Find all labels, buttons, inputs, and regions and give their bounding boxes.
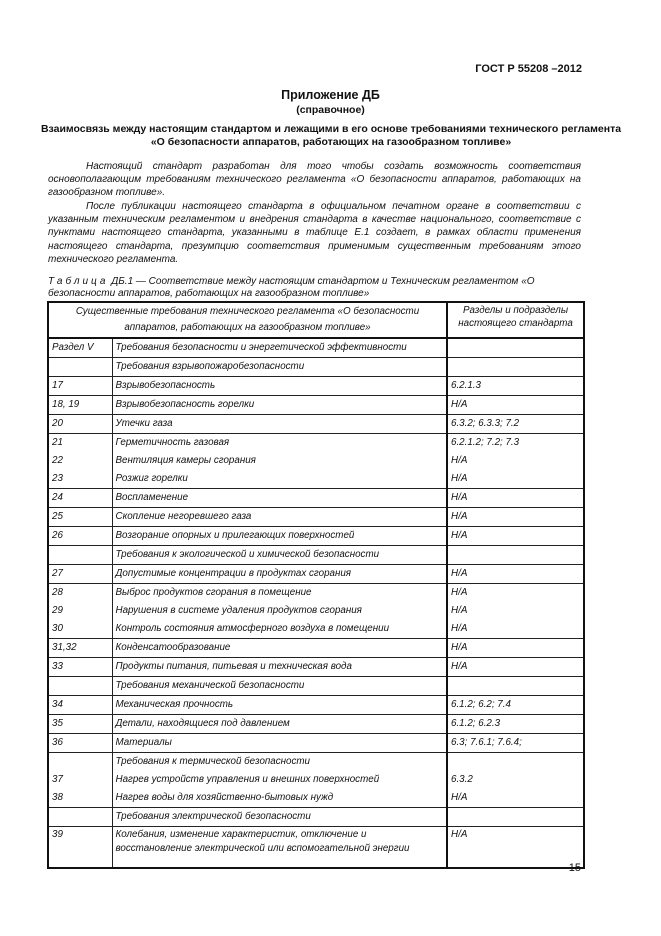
table-row [48,546,584,565]
row-standard-section [447,677,584,696]
appendix-title: Приложение ДБ [281,88,380,102]
table-row [48,584,584,603]
row-standard-section: 6.3.2 [451,774,473,785]
row-number: 37 [48,771,112,789]
row-number: 36 [48,734,112,753]
row-number: 28 [48,584,112,603]
row-requirement: Возгорание опорных и прилегающих поверхностей [112,527,447,546]
paragraph-1 [48,160,581,200]
row-requirement: Розжиг горелки [112,470,447,489]
row-number: 34 [48,696,112,715]
row-standard-section: Н/А [447,527,584,546]
row-requirement: Требования взрывопожаробезопасности [112,358,447,377]
row-number: 31,32 [48,639,112,658]
row-number: 33 [48,658,112,677]
row-standard-section: 6.2.1.3 [447,377,584,396]
row-number [48,753,112,772]
row-requirement: Нагрев устройств управления и внешних поверхностей [112,771,447,789]
table-row [48,696,584,715]
row-number: 17 [48,377,112,396]
row-requirement: Утечки газа [112,415,447,434]
appendix-heading: Взаимосвязь между настоящим стандартом и лежащими в его основе требованиями технического регламента «О безопасности аппаратов, работающих на газообразном топливе» [40,123,622,148]
row-requirement: Детали, находящиеся под давлением [112,715,447,734]
table-row [48,808,584,827]
table-header-row [48,302,584,338]
row-standard-section: Н/А [447,489,584,508]
table-row [48,565,584,584]
paragraph-2-text: После публикации настоящего стандарта в официальном печатном органе в соответствии с указанным техническим регламентом и внедрения стандарта в качестве национального, соответствие с пунктами настоящего стандарта, указанными в таблице Е.1 создает, в рамках области применения настоящего стандарта, презумпцию соответствия применимым существенным требованиям этого технического регламента. [48,201,581,265]
page-number: 15 [568,862,581,874]
row-number: 27 [48,565,112,584]
row-requirement: Материалы [112,734,447,753]
row-requirement: Требования к экологической и химической безопасности [112,546,447,565]
row-number [48,546,112,565]
row-standard-section: Н/А [447,658,584,677]
row-number: 29 [48,602,112,620]
row-standard-section [447,338,584,358]
row-requirement: Взрывобезопасность горелки [112,396,447,415]
row-number: 38 [48,789,112,808]
table-row [48,527,584,546]
row-standard-section: 6.3.2; 6.3.3; 7.2 [447,415,584,434]
row-standard-section: Н/А [447,508,584,527]
row-requirement: Продукты питания, питьевая и техническая вода [112,658,447,677]
row-requirement: Воспламенение [112,489,447,508]
table-row [48,658,584,677]
row-standard-section: Н/А [447,639,584,658]
row-number: Раздел V [48,338,112,358]
table-row [48,338,584,358]
row-number: 39 [48,827,112,869]
row-standard-section: 6.1.2; 6.2.3 [447,715,584,734]
row-requirement: Требования безопасности и энергетической эффективности [112,338,447,358]
row-requirement: Требования механической безопасности [112,677,447,696]
row-requirement: Взрывобезопасность [112,377,447,396]
table-row [48,715,584,734]
header-standard-sections: Разделы и подразделы настоящего стандарта [447,302,584,338]
table-row [48,377,584,396]
row-number [48,358,112,377]
row-requirement: Допустимые концентрации в продуктах сгорания [112,565,447,584]
row-requirement: Нарушения в системе удаления продуктов сгорания [112,602,447,620]
table-row [48,734,584,753]
row-requirement: Герметичность газовая [112,434,447,453]
table-row [48,771,584,789]
table-row [48,789,584,808]
table-row [48,677,584,696]
table-row [48,639,584,658]
correspondence-table [47,301,585,869]
row-standard-section: 6.2.1.2; 7.2; 7.3 [447,434,584,453]
row-standard-section: Н/А [451,455,468,466]
row-number: 35 [48,715,112,734]
row-standard-section [447,808,584,827]
row-requirement: Скопление негоревшего газа [112,508,447,527]
row-standard-section: Н/А [451,623,468,634]
table-caption-text: ДБ.1 — Соответствие между настоящим стандартом и Техническим регламентом «О безопасности аппаратов, работающих на газообразном топливе» [48,276,535,299]
row-standard-section: Н/А [451,473,468,484]
row-standard-section: Н/А [447,565,584,584]
table-row [48,396,584,415]
row-number: 20 [48,415,112,434]
table-caption-label: Таблица [48,276,109,287]
row-number: 21 [48,434,112,453]
row-standard-section [447,753,584,772]
table-row [48,434,584,453]
row-standard-section: 6.3; 7.6.1; 7.6.4; [447,734,584,753]
row-standard-section: 6.1.2; 6.2; 7.4 [447,696,584,715]
table-row [48,508,584,527]
paragraph-2 [48,200,581,266]
row-standard-section [447,358,584,377]
row-standard-section [447,546,584,565]
table-row [48,452,584,470]
table-caption [48,276,584,300]
table-row [48,620,584,639]
row-requirement: Требования к термической безопасности [112,753,447,772]
row-requirement: Конденсатообразование [112,639,447,658]
row-requirement: Механическая прочность [112,696,447,715]
row-requirement: Нагрев воды для хозяйственно-бытовых нужд [112,789,447,808]
row-number [48,808,112,827]
appendix-subtitle: (справочное) [296,104,365,116]
paragraph-1-text: Настоящий стандарт разработан для того чтобы создать возможность соответствия основополагающим требованиям технического регламента «О безопасности аппаратов, работающих на газообразном топливе». [48,161,581,199]
row-requirement: Требования электрической безопасности [112,808,447,827]
row-number: 26 [48,527,112,546]
table-row [48,602,584,620]
table-row [48,415,584,434]
table-row [48,827,584,869]
row-requirement: Выброс продуктов сгорания в помещение [112,584,447,603]
document-code: ГОСТ Р 55208 –2012 [475,63,582,75]
row-standard-section: Н/А [447,584,584,603]
row-number: 24 [48,489,112,508]
row-standard-section: Н/А [451,605,468,616]
table-row [48,358,584,377]
row-standard-section: Н/А [447,827,584,869]
table-row [48,470,584,489]
row-number: 22 [48,452,112,470]
header-requirements: Существенные требования технического регламента «О безопасности аппаратов, работающих на газообразном топливе» [48,302,447,338]
row-standard-section: Н/А [451,792,468,803]
row-standard-section: Н/А [447,396,584,415]
row-number: 25 [48,508,112,527]
row-number: 23 [48,470,112,489]
row-requirement: Контроль состояния атмосферного воздуха в помещении [112,620,447,639]
row-number: 30 [48,620,112,639]
row-requirement: Колебания, изменение характеристик, отключение и восстановление электрической или вспомогательной энергии [112,827,447,869]
row-number: 18, 19 [48,396,112,415]
table-row [48,753,584,772]
table-row [48,489,584,508]
row-requirement: Вентиляция камеры сгорания [112,452,447,470]
row-number [48,677,112,696]
